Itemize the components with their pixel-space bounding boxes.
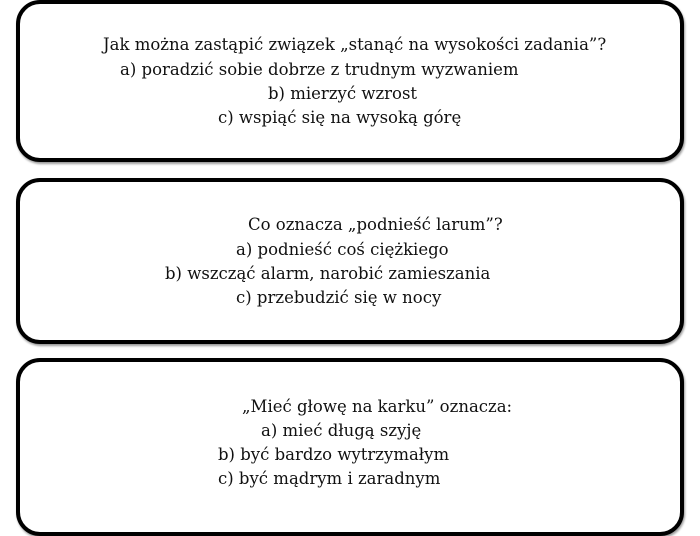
option-3a[interactable]: a) mieć długą szyję [261,421,422,440]
option-2b[interactable]: b) wszcząć alarm, narobić zamieszania [165,264,491,283]
question-card-2 [16,178,684,344]
option-1b[interactable]: b) mierzyć wzrost [268,84,418,103]
option-3b[interactable]: b) być bardzo wytrzymałym [218,445,450,464]
option-3c[interactable]: c) być mądrym i zaradnym [218,469,441,488]
option-2c[interactable]: c) przebudzić się w nocy [236,288,442,307]
question-3: „Mieć głowę na karku” oznacza: [242,397,513,416]
option-1a[interactable]: a) poradzić sobie dobrze z trudnym wyzwaniem [120,60,519,79]
question-1: Jak można zastąpić związek „stanąć na wysokości zadania”? [103,35,607,54]
question-2: Co oznacza „podnieść larum”? [248,215,503,234]
option-2a[interactable]: a) podnieść coś ciężkiego [236,240,449,259]
option-1c[interactable]: c) wspiąć się na wysoką górę [218,108,462,127]
question-card-1 [16,0,684,162]
